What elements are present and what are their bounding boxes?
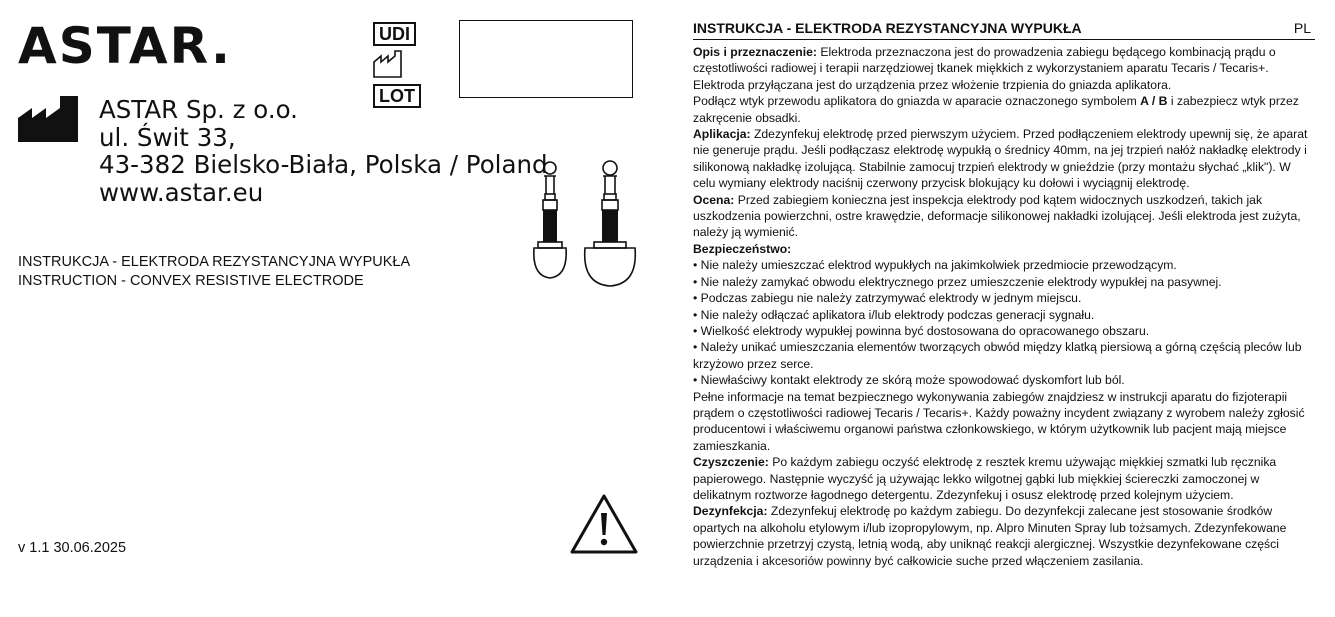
company-name: ASTAR Sp. z o.o. xyxy=(99,95,298,124)
section-text: Zdezynfekuj elektrodę po każdym zabiegu. Do dezynfekcji zalecane jest stosowanie środków opartych na alkoholu etylowym i/lub izopropylowym, np. Alpro Minuten Spray lub tożsamych. Zdezynfekowane powierzchnie przetrzyj czystą, letnią wodą, aby uniknąć reakcji alergicznej. Wszystkie dezynfekowane części urządzenia i akcesoriów powinny być całkowicie suche przed włączeniem zasilania. xyxy=(693,504,1287,568)
section-connect xyxy=(693,93,1315,126)
section-label: Ocena: xyxy=(693,192,735,207)
title-polish: INSTRUKCJA - ELEKTRODA REZYSTANCYJNA WYPUKŁA xyxy=(18,254,411,270)
instruction-title: INSTRUKCJA - ELEKTRODA REZYSTANCYJNA WYPUKŁA xyxy=(693,20,1082,36)
socket-symbol: A / B xyxy=(1140,94,1168,109)
title-english: INSTRUCTION - CONVEX RESISTIVE ELECTRODE xyxy=(18,273,364,289)
safety-item: • Nie należy odłączać aplikatora i/lub elektrody podczas generacji sygnału. xyxy=(693,307,1095,322)
version-date: v 1.1 30.06.2025 xyxy=(18,540,127,556)
warning-icon xyxy=(569,493,639,555)
company-city: 43-382 Bielsko-Biała, Polska / Poland xyxy=(99,150,548,179)
safety-item: • Nie należy umieszczać elektrod wypukłych na jakimkolwiek przedmiocie przewodzącym. xyxy=(693,258,1177,273)
safety-item: • Nie należy zamykać obwodu elektrycznego przez umieszczenie elektrody wypukłej na pasywnej. xyxy=(693,274,1222,289)
section-safety-label: Bezpieczeństwo: xyxy=(693,241,792,256)
company-website: www.astar.eu xyxy=(99,177,264,207)
safety-item: • Należy unikać umieszczania elementów tworzących obwód między klatką piersiową a górną częścią pleców lub krzyżowo przez serce. xyxy=(693,340,1302,371)
section-text: Zdezynfekuj elektrodę przed pierwszym użyciem. Przed podłączeniem elektrody upewnij się, że aparat nie generuje prądu. Jeśli podłączasz elektrodę wypukłą o średnicy 40mm, na jej trzpień nałóż nakładkę elektrody i silikonową nakładkę izolującą. Stabilnie zamocuj trzpień elektrody w gnieździe (przy montażu słychać „klik"). W celu wymiany elektrody naciśnij czerwony przycisk blokujący ku dołowi i wyciągnij elektrodę. xyxy=(693,127,1308,191)
section-text: i zabezpiecz wtyk przez zakręcenie obsadki. xyxy=(693,94,1299,125)
section-evaluation xyxy=(693,192,1315,241)
safety-item: • Niewłaściwy kontakt elektrody ze skórą może spowodować dyskomfort lub ból. xyxy=(693,373,1125,388)
section-safety-more: Pełne informacje na temat bezpiecznego wykonywania zabiegów znajdziesz w instrukcji aparatu do fizjoterapii prądem o częstotliwości radiowej Tecaris / Tecaris+. Każdy poważny incydent związany z wyrobem należy zgłosić producentowi i właściwemu organowi państwa członkowskiego, w którym użytkownik lub pacjent mają miejsce zamieszkania. xyxy=(693,389,1305,453)
lot-symbol: LOT xyxy=(373,84,421,108)
section-label: Dezynfekcja: xyxy=(693,504,768,519)
language-code: PL xyxy=(1293,20,1311,36)
section-description xyxy=(693,44,1315,93)
section-application xyxy=(693,126,1315,192)
section-text: Elektroda przeznaczona jest do prowadzenia zabiegu będącego kombinacją prądu o częstotliwości radiowej i terapii narzędziowej tkanek miękkich z wykorzystaniem aparatu Tecaris / Tecaris+. Elektroda przyłączana jest do urządzenia przez włożenie trzpienia do gniazda aplikatora. xyxy=(693,45,1276,92)
section-label: Opis i przeznaczenie: xyxy=(693,45,817,59)
electrode-illustration xyxy=(528,158,638,290)
instruction-text xyxy=(693,19,1315,569)
safety-item: • Podczas zabiegu nie należy zatrzymywać elektrody w jednym miejscu. xyxy=(693,291,1082,306)
section-text: Przed zabiegiem konieczna jest inspekcja elektrody pod kątem widocznych uszkodzeń, takich jak uszkodzenia powierzchni, ostre krawędzie, deformacje silikonowej nakładki izolującej. Jeśli elektroda jest zużyta, należy ją wymienić. xyxy=(693,192,1301,240)
safety-item: • Wielkość elektrody wypukłej powinna być dostosowana do opracowanego obszaru. xyxy=(693,323,1150,338)
section-disinfection xyxy=(693,503,1315,569)
udi-code-box xyxy=(459,20,633,98)
udi-symbol: UDI xyxy=(373,22,416,46)
section-label: Aplikacja: xyxy=(693,127,751,142)
left-titles xyxy=(18,253,410,291)
section-text: Podłącz wtyk przewodu aplikatora do gniazda w aparacie oznaczonego symbolem xyxy=(693,94,1141,109)
manufacturer-address xyxy=(99,96,548,206)
brand-logo: ASTAR. xyxy=(18,17,233,75)
instruction-heading xyxy=(693,19,1315,40)
section-cleaning xyxy=(693,454,1315,503)
section-text: Po każdym zabiegu oczyść elektrodę z resztek kremu używając miękkiej szmatki lub ręcznika papierowego. Następnie wyczyść ją używając lekko wilgotnej gąbki lub miękkiej ściereczki zamoczonej w delikatnym roztworze łagodnego detergentu. Zdezynfekuj i osusz elektrodę przed kolejnym użyciem. xyxy=(693,455,1277,502)
manufacturer-icon xyxy=(18,96,86,142)
section-label: Czyszczenie: xyxy=(693,455,769,470)
company-street: ul. Świt 33, xyxy=(99,122,236,152)
date-of-manufacture-icon xyxy=(373,50,405,78)
